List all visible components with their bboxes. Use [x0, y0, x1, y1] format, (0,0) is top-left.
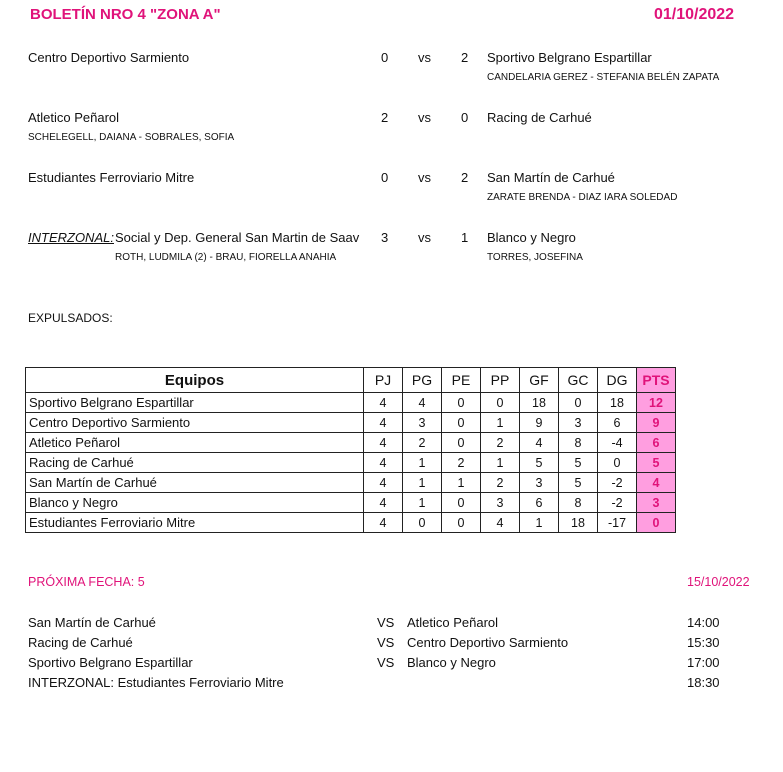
stat-cell-pg: 1	[403, 453, 442, 473]
stat-cell-dg: 0	[598, 453, 637, 473]
fixture-time: 17:00	[687, 655, 720, 670]
fixture-away: Atletico Peñarol	[407, 615, 499, 630]
stat-cell-pg: 3	[403, 413, 442, 433]
fixture-home: INTERZONAL: Estudiantes Ferroviario Mitre	[28, 675, 284, 690]
match-away-team: San Martín de Carhué	[487, 170, 615, 185]
points-cell: 12	[637, 393, 676, 413]
standings-row	[26, 453, 676, 473]
next-round-label: PRÓXIMA FECHA: 5	[28, 575, 145, 589]
stat-cell-gc: 5	[559, 473, 598, 493]
match-home-score: 0	[381, 170, 389, 185]
stat-cell-gf: 9	[520, 413, 559, 433]
stat-cell-dg: 6	[598, 413, 637, 433]
stat-cell-pg: 2	[403, 433, 442, 453]
stat-cell-gf: 6	[520, 493, 559, 513]
team-name-cell: Estudiantes Ferroviario Mitre	[26, 513, 364, 533]
stat-cell-pj: 4	[364, 433, 403, 453]
match-vs: vs	[418, 50, 431, 65]
match-home-score: 2	[381, 110, 389, 125]
team-name-cell: San Martín de Carhué	[26, 473, 364, 493]
match-away-scorers: TORRES, JOSEFINA	[487, 252, 583, 263]
match-away-score: 2	[461, 50, 469, 65]
stat-cell-gc: 18	[559, 513, 598, 533]
standings-row	[26, 513, 676, 533]
team-name-cell: Centro Deportivo Sarmiento	[26, 413, 364, 433]
stat-cell-pe: 2	[442, 453, 481, 473]
col-header-gc: GC	[559, 368, 598, 393]
stat-cell-pe: 0	[442, 393, 481, 413]
team-name-cell: Sportivo Belgrano Espartillar	[26, 393, 364, 413]
stat-cell-gc: 8	[559, 433, 598, 453]
stat-cell-dg: 18	[598, 393, 637, 413]
fixture-away: Blanco y Negro	[407, 655, 496, 670]
points-cell: 5	[637, 453, 676, 473]
stat-cell-pp: 1	[481, 453, 520, 473]
fixture-home: San Martín de Carhué	[28, 615, 156, 630]
team-name-cell: Blanco y Negro	[26, 493, 364, 513]
standings-row	[26, 493, 676, 513]
stat-cell-gc: 5	[559, 453, 598, 473]
match-vs: vs	[418, 230, 431, 245]
stat-cell-gc: 8	[559, 493, 598, 513]
stat-cell-pg: 4	[403, 393, 442, 413]
fixture-home: Sportivo Belgrano Espartillar	[28, 655, 193, 670]
col-header-gf: GF	[520, 368, 559, 393]
standings-row	[26, 473, 676, 493]
expulsados-label: EXPULSADOS:	[28, 311, 113, 325]
stat-cell-dg: -4	[598, 433, 637, 453]
col-header-pj: PJ	[364, 368, 403, 393]
standings-row	[26, 433, 676, 453]
standings-table	[25, 367, 676, 533]
points-cell: 6	[637, 433, 676, 453]
match-home-team: Estudiantes Ferroviario Mitre	[28, 170, 195, 185]
col-header-pp: PP	[481, 368, 520, 393]
stat-cell-pp: 3	[481, 493, 520, 513]
match-away-team: Racing de Carhué	[487, 110, 592, 125]
match-home-team: Centro Deportivo Sarmiento	[28, 50, 190, 65]
match-away-score: 1	[461, 230, 469, 245]
match-home-scorers: ROTH, LUDMILA (2) - BRAU, FIORELLA ANAHIA	[115, 252, 337, 263]
stat-cell-gf: 3	[520, 473, 559, 493]
fixture-home: Racing de Carhué	[28, 635, 133, 650]
standings-row	[26, 413, 676, 433]
match-home-team: Atletico Peñarol	[28, 110, 120, 125]
stat-cell-pg: 0	[403, 513, 442, 533]
stat-cell-pg: 1	[403, 493, 442, 513]
interzonal-label: INTERZONAL:	[28, 230, 114, 245]
standings-header-row	[26, 368, 676, 393]
points-cell: 9	[637, 413, 676, 433]
stat-cell-pj: 4	[364, 473, 403, 493]
stat-cell-gf: 5	[520, 453, 559, 473]
col-header-pe: PE	[442, 368, 481, 393]
col-header-pts: PTS	[637, 368, 676, 393]
col-header-pg: PG	[403, 368, 442, 393]
stat-cell-pg: 1	[403, 473, 442, 493]
stat-cell-pj: 4	[364, 453, 403, 473]
standings-row	[26, 393, 676, 413]
team-name-cell: Racing de Carhué	[26, 453, 364, 473]
fixture-vs: VS	[377, 655, 395, 670]
col-header-dg: DG	[598, 368, 637, 393]
match-vs: vs	[418, 170, 431, 185]
match-home-score: 3	[381, 230, 389, 245]
stat-cell-pp: 4	[481, 513, 520, 533]
bulletin-date: 01/10/2022	[654, 6, 735, 23]
stat-cell-pp: 0	[481, 393, 520, 413]
match-away-scorers: CANDELARIA GEREZ - STEFANIA BELÉN ZAPATA	[487, 72, 720, 83]
stat-cell-pp: 1	[481, 413, 520, 433]
stat-cell-dg: -17	[598, 513, 637, 533]
stat-cell-pe: 1	[442, 473, 481, 493]
stat-cell-pj: 4	[364, 513, 403, 533]
match-away-team: Sportivo Belgrano Espartillar	[487, 50, 652, 65]
stat-cell-gc: 0	[559, 393, 598, 413]
stat-cell-pj: 4	[364, 413, 403, 433]
stat-cell-pe: 0	[442, 513, 481, 533]
stat-cell-dg: -2	[598, 473, 637, 493]
match-home-score: 0	[381, 50, 389, 65]
match-away-score: 0	[461, 110, 469, 125]
stat-cell-gf: 4	[520, 433, 559, 453]
match-away-scorers: ZARATE BRENDA - DIAZ IARA SOLEDAD	[487, 192, 678, 203]
stat-cell-pe: 0	[442, 413, 481, 433]
bulletin-title: BOLETÍN NRO 4 "ZONA A"	[30, 6, 221, 23]
fixture-vs: VS	[377, 615, 395, 630]
points-cell: 4	[637, 473, 676, 493]
match-vs: vs	[418, 110, 431, 125]
stat-cell-pj: 4	[364, 493, 403, 513]
team-name-cell: Atletico Peñarol	[26, 433, 364, 453]
stat-cell-gf: 18	[520, 393, 559, 413]
stat-cell-pp: 2	[481, 473, 520, 493]
match-home-scorers: SCHELEGELL, DAIANA - SOBRALES, SOFIA	[28, 132, 235, 143]
fixture-vs: VS	[377, 635, 395, 650]
match-away-team: Blanco y Negro	[487, 230, 576, 245]
fixture-away: Centro Deportivo Sarmiento	[407, 635, 569, 650]
stat-cell-gc: 3	[559, 413, 598, 433]
fixture-time: 15:30	[687, 635, 720, 650]
fixture-time: 14:00	[687, 615, 720, 630]
stat-cell-pj: 4	[364, 393, 403, 413]
col-header-equipos: Equipos	[26, 368, 364, 393]
match-home-team: Social y Dep. General San Martin de Saav	[115, 230, 360, 245]
stat-cell-pe: 0	[442, 433, 481, 453]
stat-cell-gf: 1	[520, 513, 559, 533]
stat-cell-pe: 0	[442, 493, 481, 513]
match-away-score: 2	[461, 170, 469, 185]
points-cell: 3	[637, 493, 676, 513]
points-cell: 0	[637, 513, 676, 533]
fixture-time: 18:30	[687, 675, 720, 690]
stat-cell-dg: -2	[598, 493, 637, 513]
next-round-date: 15/10/2022	[687, 575, 750, 589]
stat-cell-pp: 2	[481, 433, 520, 453]
